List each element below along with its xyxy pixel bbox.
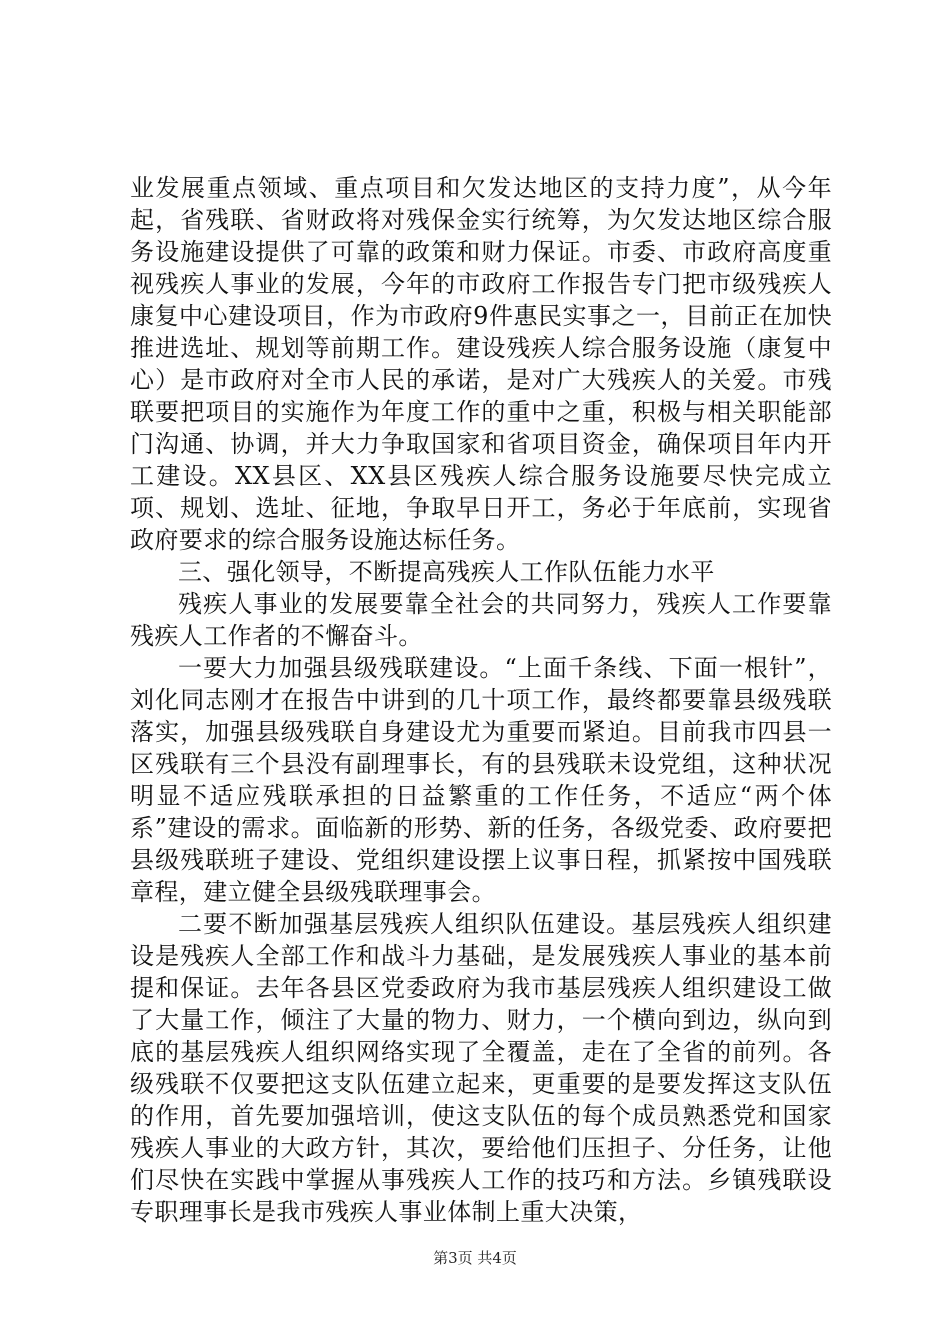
document-body	[130, 172, 832, 1228]
page-footer: 第3页 共4页	[433, 1249, 517, 1267]
section-heading: 三、强化领导，不断提高残疾人工作队伍能力水平	[178, 558, 715, 586]
paragraph: 二要不断加强基层残疾人组织队伍建设。基层残疾人组织建设是残疾人全部工作和战斗力基础，是发展残疾人事业的基本前提和保证。去年各县区党委政府为我市基层残疾人组织建设工做了大量工作，倾注了大量的物力、财力，一个横向到边，纵向到底的基层残疾人组织网络实现了全覆盖，走在了全省的前列。各级残联不仅要把这支队伍建立起来，更重要的是要发挥这支队伍的作用，首先要加强培训，使这支队伍的每个成员熟悉党和国家残疾人事业的大政方针，其次，要给他们压担子、分任务，让他们尽快在实践中掌握从事残疾人工作的技巧和方法。乡镇残联设专职理事长是我市残疾人事业体制上重大决策，	[130, 910, 832, 1226]
paragraph: 一要大力加强县级残联建设。“上面千条线、下面一根针”，刘化同志刚才在报告中讲到的几十项工作，最终都要靠县级残联落实，加强县级残联自身建设尤为重要而紧迫。目前我市四县一区残联有三个县没有副理事长，有的县残联未设党组，这种状况明显不适应残联承担的日益繁重的工作任务，不适应“两个体系”建设的需求。面临新的形势、新的任务，各级党委、政府要把县级残联班子建设、党组织建设摆上议事日程，抓紧按中国残联章程，建立健全县级残联理事会。	[130, 654, 832, 906]
paragraph-continuation: 业发展重点领域、重点项目和欠发达地区的支持力度”，从今年起，省残联、省财政将对残保金实行统筹，为欠发达地区综合服务设施建设提供了可靠的政策和财力保证。市委、市政府高度重视残疾人事业的发展，今年的市政府工作报告专门把市级残疾人康复中心建设项目，作为市政府9件惠民实事之一，目前正在加快推进选址、规划等前期工作。建设残疾人综合服务设施（康复中心）是市政府对全市人民的承诺，是对广大残疾人的关爱。市残联要把项目的实施作为年度工作的重中之重，积极与相关职能部门沟通、协调，并大力争取国家和省项目资金，确保项目年内开工建设。XX县区、XX县区残疾人综合服务设施要尽快完成立项、规划、选址、征地，争取早日开工，务必于年底前，实现省政府要求的综合服务设施达标任务。	[130, 174, 832, 554]
paragraph: 残疾人事业的发展要靠全社会的共同努力，残疾人工作要靠残疾人工作者的不懈奋斗。	[130, 590, 832, 650]
